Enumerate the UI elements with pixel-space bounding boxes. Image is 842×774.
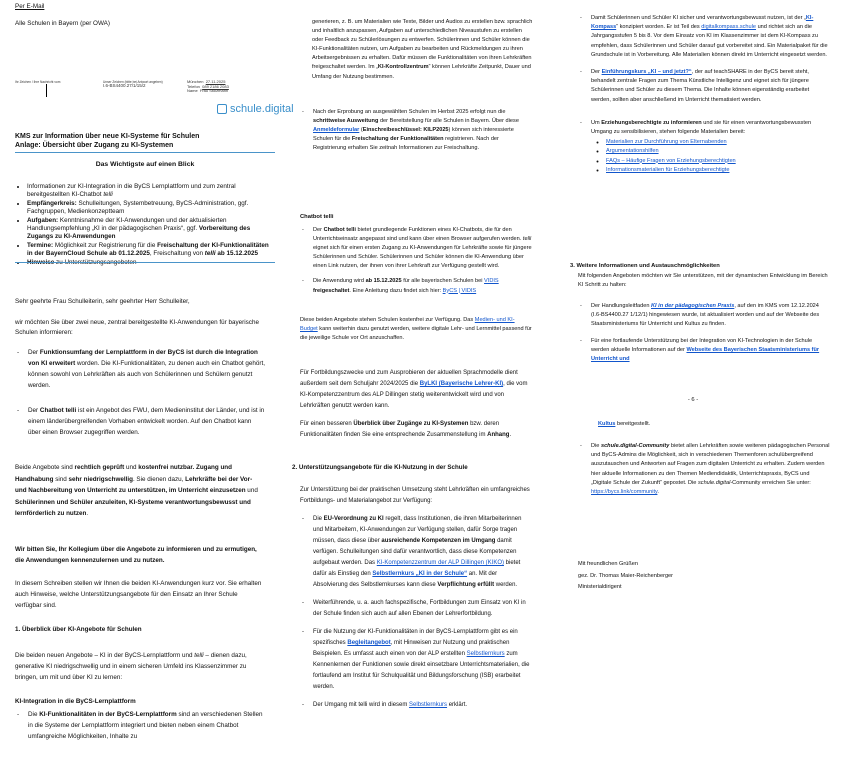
ref-unser-label: Unser Zeichen (bitte bei Antwort angeben) [103, 80, 163, 84]
logo-mark-icon [217, 104, 227, 114]
summary-heading: Das Wichtigste auf einen Blick [95, 161, 195, 168]
contact-block [187, 80, 229, 94]
kultus-link[interactable]: Kultus [598, 421, 616, 427]
per-email-label: Per E-Mail [15, 3, 45, 10]
materials-list [578, 14, 830, 175]
further-info-item: - Für eine fortlaufende Unterstützung bei der Integration von KI-Technologien in der Schule werden aktuelle Informationen auf der Webseite des Bayerischen Staatsministeriums für Unterricht und [578, 337, 830, 365]
medien-ki-budget-link[interactable]: Medien- und KI-Budget [300, 317, 515, 333]
parent-material-item[interactable]: ◦ Argumentationshilfen [606, 147, 830, 156]
bycs-vidis-link[interactable]: ByCS | VIDIS [442, 287, 477, 294]
kultus-continuation: Kultus bereitgestellt. [598, 421, 651, 427]
materials-item: - Um Erziehungsberechtigte zu informieren und sie für einen verantwortungsbewussten Umgang zu sensibilisieren, stehen folgende Materialien bereit: ◦ Materialien zur Durchführung von Elternabenden ◦ Argumentationshilfen ◦ FAQs – Häufige Fragen von Erziehungsberechtigten ◦ Informationsmaterialien für Erziehungsberechtigte [578, 119, 830, 175]
ki-integration-item: - Die KI-Funktionalitäten in der ByCS-Lernplattform sind an verschiedenen Stellen in die Systeme der Lernplattform integriert und bieten neben einem Chatbot umfangreiche Möglichkeiten, Inhalte zu [15, 709, 263, 742]
parent-material-item[interactable]: ◦ Materialien zur Durchführung von Elternabenden [606, 138, 830, 147]
form-divider [46, 84, 47, 97]
schule-digital-logo [217, 103, 294, 115]
offer-item: - Der Funktionsumfang der Lernplattform in der ByCS ist durch die Integration von KI erweitert worden. Die KI-Funktionalitäten, zu denen auch ein Chatbot gehört, können sowohl von Lehrkräften als auch von Schülerinnen und Schülern genutzt werden. [15, 347, 265, 391]
begleitangebot-link[interactable]: Begleitangebot [347, 640, 391, 646]
title-line-2: Anlage: Übersicht über Zugang zu KI-Systemen [15, 142, 174, 149]
title-line-1: KMS zur Information über neue KI-Systeme für Schulen [15, 133, 200, 140]
support-list [300, 514, 532, 711]
both-offers-paragraph: Beide Angebote sind rechtlich geprüft und kostenfrei nutzbar. Zugang und Handhabung sind sehr niedrigschwellig. Sie dienen dazu, Lehrkräfte bei der Vor- und Nachbereitung von Unterricht zu unterstützen, im Unterricht einzusetzen und Schülerinnen und Schüler anzuleiten, KI-Systeme verantwortungsbewusst und lernförderlich zu nutzen. [15, 464, 258, 517]
request-paragraph: Wir bitten Sie, Ihr Kollegium über die Angebote zu informieren und zu ermutigen, die Anwendungen kennenzulernen und zu nutzen. [15, 546, 257, 564]
title-rule [15, 152, 275, 153]
ki-integration-list [15, 704, 263, 742]
free-offers-paragraph: Diese beiden Angebote stehen Schulen kostenfrei zur Verfügung. Das Medien- und KI-Budget kann weiterhin dazu genutzt werden, weitere digitale Lehr- und Lernmittel passend für die jeweilige Schule vor Ort anzuschaffen. [300, 317, 532, 342]
summary-item: • Termine: Möglichkeit zur Registrierung für die Freischaltung der KI-Funktionalitäten in der BayernCloud Schule ab 01.12.2025, Freischaltung von telli ab 15.12.2025 [27, 242, 275, 259]
page-number: - 6 - [687, 397, 699, 403]
selbstlernkurs-ki-link[interactable]: Selbstlernkurs „KI in der Schule“ [372, 571, 468, 577]
digitalkompass-link[interactable]: digitalkompass.schule [701, 24, 757, 31]
telefon-label: Telefon [187, 83, 200, 89]
summary-list [15, 183, 275, 267]
support-item: - Die EU-Verordnung zu KI regelt, dass Institutionen, die ihren Mitarbeiterinnen und Mitarbeitern, KI-Anwendungen zur Verfügung stellen, dafür Sorge tragen müssen, dass diese über ausreichende Kompetenzen im Umgang damit verfügen. Schulleitungen sind dafür verantwortlich, dass diese Kompetenzen aufgebaut werden. Das KI-Kompetenzzentrum der ALP Dillingen (KIKO) bietet dafür als Einstieg den Selbstlernkurs „KI in der Schule“ an. Mit der Absolvierung des Selbstlernkurses kann diese Verpflichtung erfüllt werden. [300, 514, 532, 591]
section-2-intro: Zur Unterstützung bei der praktischen Umsetzung steht Lehrkräften ein umfangreiches Fortbildungs- und Materialangebot zur Verfügung: [300, 487, 530, 504]
name-value: Frau Stolzmann [199, 88, 229, 94]
chatbot-heading: Chatbot telli [300, 214, 334, 220]
erprobung-item: - Nach der Erprobung an ausgewählten Schulen im Herbst 2025 erfolgt nun die schrittweise Ausweitung der Bereitstellung für alle Schulen in Bayern. Über diese Anmeldeformular (Einschreibeschlüssel: KILP2025) können sich interessierte Schulen für die Freischaltung der Funktionalitäten registrieren. Nach der Registrierung erhalten Sie zeitnah Informationen zur Freischaltung. [300, 108, 532, 153]
offer-item: - Der Chatbot telli ist ein Angebot des FWU, dem Medieninstitut der Länder, und ist in einem länderübergreifenden Vorhaben entwickelt worden. Auf den Chatbot kann über einen Browser zugegriffen werden. [15, 405, 265, 438]
logo-text: schule.digital [230, 103, 294, 115]
fortbildung-paragraph: Für Fortbildungszwecke und zum Ausprobieren der aktuellen Sprachmodelle dient außerdem seit dem Schuljahr 2024/2025 die ByLKI (Bayerische Lehrer-KI), die vom KI-Kompetenzzentrum des ALP Dillingen stetig weiterentwickelt wird und von Lehrkräften genutzt werden kann. [300, 370, 528, 409]
lernplattform-continued: generieren, z. B. um Materialien wie Texte, Bilder und Audios zu erstellen bzw. sprachlich und inhaltlich anzupassen, Aufgaben auf unterschiedlichen Niveaustufen zu erstellen oder Feedback zu Schülerlösungen zu entwerfen. Schülerinnen und Schüler können die KI-Funktionalitäten nutzen, um Aufgaben zu bearbeiten und Rückmeldungen zu ihren Arbeitsergebnissen zu erhalten. Dafür müssen die Funktionalitäten von ihren Lehrkräften freigeschaltet werden. Im „KI-Kontrollzentrum“ können Lehrkräfte Zeitpunkt, Dauer und Umfang der Nutzung bestimmen. [312, 19, 533, 80]
summary-item: • Empfängerkreis: Schulleitungen, Systembetreuung, ByCS-Administration, ggf. Fachgruppen, Medienkonzeptteam [27, 200, 275, 217]
chatbot-list [300, 226, 532, 296]
intro-paragraph: wir möchten Sie über zwei neue, zentral bereitgestellte KI-Anwendungen für bayerische Schulen informieren: [15, 319, 259, 336]
section-3-intro: Mit folgenden Angeboten möchten wir Sie unterstützen, mit der dynamischen Entwicklung im Bereich KI Schritt zu halten: [578, 273, 828, 289]
further-info-list [578, 302, 830, 364]
further-info-item: - Der Handlungsleitfaden KI in der pädagogischen Praxis, auf den im KMS vom 12.12.2024 (I.6-BS4400.27 1/12/1) hingewiesen wurde, ist aktualisiert worden und auf der Webseite des Staatsministeriums für Unterricht und Kultus zu finden. [578, 302, 830, 330]
overview-hint-paragraph: Für einen besseren Überblick über Zugänge zu KI-Systemen bzw. deren Funktionalitäten finden Sie eine entsprechende Zusammenstellung im Anhang. [300, 421, 512, 438]
section-1-text: Die beiden neuen Angebote – KI in der ByCS-Lernplattform und telli – dienen dazu, generative KI niedrigschwellig und in einem sicheren Umfeld ins Klassenzimmer zu bringen, um mit und über KI zu lernen: [15, 652, 247, 681]
signature-title: Ministerialdirigent [578, 584, 622, 590]
ki-integration-heading: KI-Integration in die ByCS-Lernplattform [15, 698, 136, 705]
vidis-link[interactable]: VIDIS [484, 278, 499, 285]
parent-materials-list [591, 138, 830, 175]
summary-item: • Hinweise zu Unterstützungsangeboten [27, 259, 275, 267]
name-label: Name [187, 88, 198, 94]
overview-paragraph: In diesem Schreiben stellen wir Ihnen die beiden KI-Anwendungen kurz vor. Sie erhalten auch Hinweise, welche Unterstützungsangebote für den Einsatz an Ihrer Schule verfügbar sind. [15, 580, 262, 609]
materials-item: - Damit Schülerinnen und Schüler KI sicher und verantwortungsbewusst nutzen, ist der „KI-Kompass“ konzipiert worden. Er ist Teil des digitalkompass.schule und richtet sich an die Jahrgangsstufen 5 bis 8. Vor dem Einsatz von KI im Klassenzimmer ist dem KI-Kompass zu empfehlen, dass Schülerinnen und Schüler darauf gut vorbereitet sind. Ein Materialpaket für die Grundschule ist in Vorbereitung. Alle Materialien können direkt im Unterricht eingesetzt werden. [578, 14, 830, 60]
support-item: - Weiterführende, u. a. auch fachspezifische, Fortbildungen zum Einsatz von KI in der Schule finden sich auch auf allen Ebenen der Lehrerfortbildung. [300, 598, 532, 620]
greeting: Sehr geehrte Frau Schulleiterin, sehr geehrter Herr Schulleiter, [15, 298, 190, 305]
kiko-link[interactable]: KI-Kompetenzzentrum der ALP Dillingen (KIKO) [376, 560, 504, 566]
ki-kompass-link[interactable]: KI-Kompass [591, 15, 814, 31]
erprobung-list [300, 108, 532, 153]
support-item: - Für die Nutzung der KI-Funktionalitäten in der ByCS-Lernplattform gibt es ein spezifisches Begleitangebot, mit Hinweisen zur Nutzung und praktischen Beispielen. Es umfasst auch einen von der ALP erstellten Selbstlernkurs zum Kennenlernen der Funktionen sowie direkt einsetzbare Unterrichtsmaterialien, die fortlaufend am Institut für Schulqualität und Bildungsforschung (ISB) erarbeitet werden. [300, 627, 532, 693]
community-item: - Die schule.digital-Community bietet allen Lehrkräften sowie weiteren pädagogischen Personal und ByCS-Admins die Möglichkeit, sich in verschiedenen Themenforen schulübergreifend auszutauschen und Antworten auf Fragen zum digitalen Unterricht zu erhalten. Zudem werden hier aktuelle Informationen zu den Themen Mediendidaktik, Unterrichtspraxis, ByCS und „Digitale Schule der Zukunft“ gepostet. Die schule.digital-Community erreichen Sie unter: https://bycs.link/community. [578, 442, 830, 497]
section-3-heading: 3. Weitere Informationen und Austauschmöglichkeiten [570, 263, 720, 269]
registration-form-link[interactable]: Anmeldeformular [313, 127, 360, 134]
ref-unser-value: I.6-BS4400.27/1/15/2 [103, 83, 146, 88]
summary-rule [15, 262, 275, 263]
munchen-label: München [187, 79, 204, 84]
letter-date: 27.11.2025 [205, 79, 226, 84]
ministry-website-link[interactable]: Webseite des Bayerischen Staatsministeriums für Unterricht und [591, 346, 820, 363]
handlungsleitfaden-link[interactable]: KI in der pädagogischen Praxis [651, 303, 735, 309]
recipient: Alle Schulen in Bayern (per OWA) [15, 20, 110, 27]
closing-greeting: Mit freundlichen Grüßen [578, 561, 639, 567]
summary-item: • Aufgaben: Kenntnisnahme der KI-Anwendungen und der aktualisierten Handlungsempfehlung „KI in der pädagogischen Praxis“, ggf. Vorbereitung des Zugangs zu KI-Anwendungen [27, 217, 275, 242]
summary-item: • Informationen zur KI-Integration in die ByCS Lernplattform und zum zentral bereitgestellten KI-Chatbot telli [27, 183, 275, 200]
parent-material-item[interactable]: ◦ Informationsmaterialien für Erziehungsberechtigte [606, 166, 830, 175]
community-link[interactable]: https://bycs.link/community [591, 489, 658, 496]
section-1-heading: 1. Überblick über KI-Angebote für Schulen [15, 626, 142, 633]
materials-item: - Der Einführungskurs „KI – und jetzt?“, der auf teachSHARE in der ByCS bereit steht, behandelt zentrale Fragen zum Thema Künstliche Intelligenz und eignet sich für jüngere Schülerinnen und Schüler zu diesem Thema. Die Inhalte können eigenständig erarbeitet werden, sollten aber anschließend im Unterricht thematisiert werden. [578, 68, 830, 105]
telefon-value: 089 2186 2083 [202, 83, 229, 89]
bylki-link[interactable]: ByLKI (Bayerische Lehrer-KI) [419, 381, 504, 387]
community-list [578, 442, 830, 497]
ref-ihre-label: Ihr Zeichen / Ihre Nachricht vom [15, 80, 61, 84]
chatbot-item: - Die Anwendung wird ab 15.12.2025 für alle bayerischen Schulen bei VIDIS freigeschaltet. Eine Anleitung dazu findet sich hier: ByCS | VIDIS [300, 277, 532, 295]
offers-list [15, 342, 265, 438]
chatbot-item: - Der Chatbot telli bietet grundlegende Funktionen eines KI-Chatbots, die für den Unterrichtseinsatz angepasst sind und kann über einen Browser aufgerufen werden. telli eignet sich für einen ersten Zugang zu KI-Anwendungen für Lehrkräfte sowie für jüngere Schülerinnen und Schüler. Schülerinnen und Schüler können die KI-Anwendung über einen Link nutzen, der ihnen von ihrer Lehrkraft zur Verfügung gestellt wird. [300, 226, 532, 271]
selbstlernkurs-link[interactable]: Selbstlernkurs [466, 651, 505, 657]
einfuehrungskurs-link[interactable]: Einführungskurs „KI – und jetzt?“ [601, 69, 692, 76]
telli-selbstlernkurs-link[interactable]: Selbstlernkurs [409, 702, 448, 708]
parent-material-item[interactable]: ◦ FAQs – Häufige Fragen von Erziehungsberechtigten [606, 157, 830, 166]
support-item: - Der Umgang mit telli wird in diesem Selbstlernkurs erklärt. [300, 700, 532, 711]
section-2-heading: 2. Unterstützungsangebote für die KI-Nutzung in der Schule [292, 464, 468, 471]
signature-name: gez. Dr. Thomas Maier-Reichenberger [578, 573, 674, 579]
letter-title [15, 132, 199, 150]
